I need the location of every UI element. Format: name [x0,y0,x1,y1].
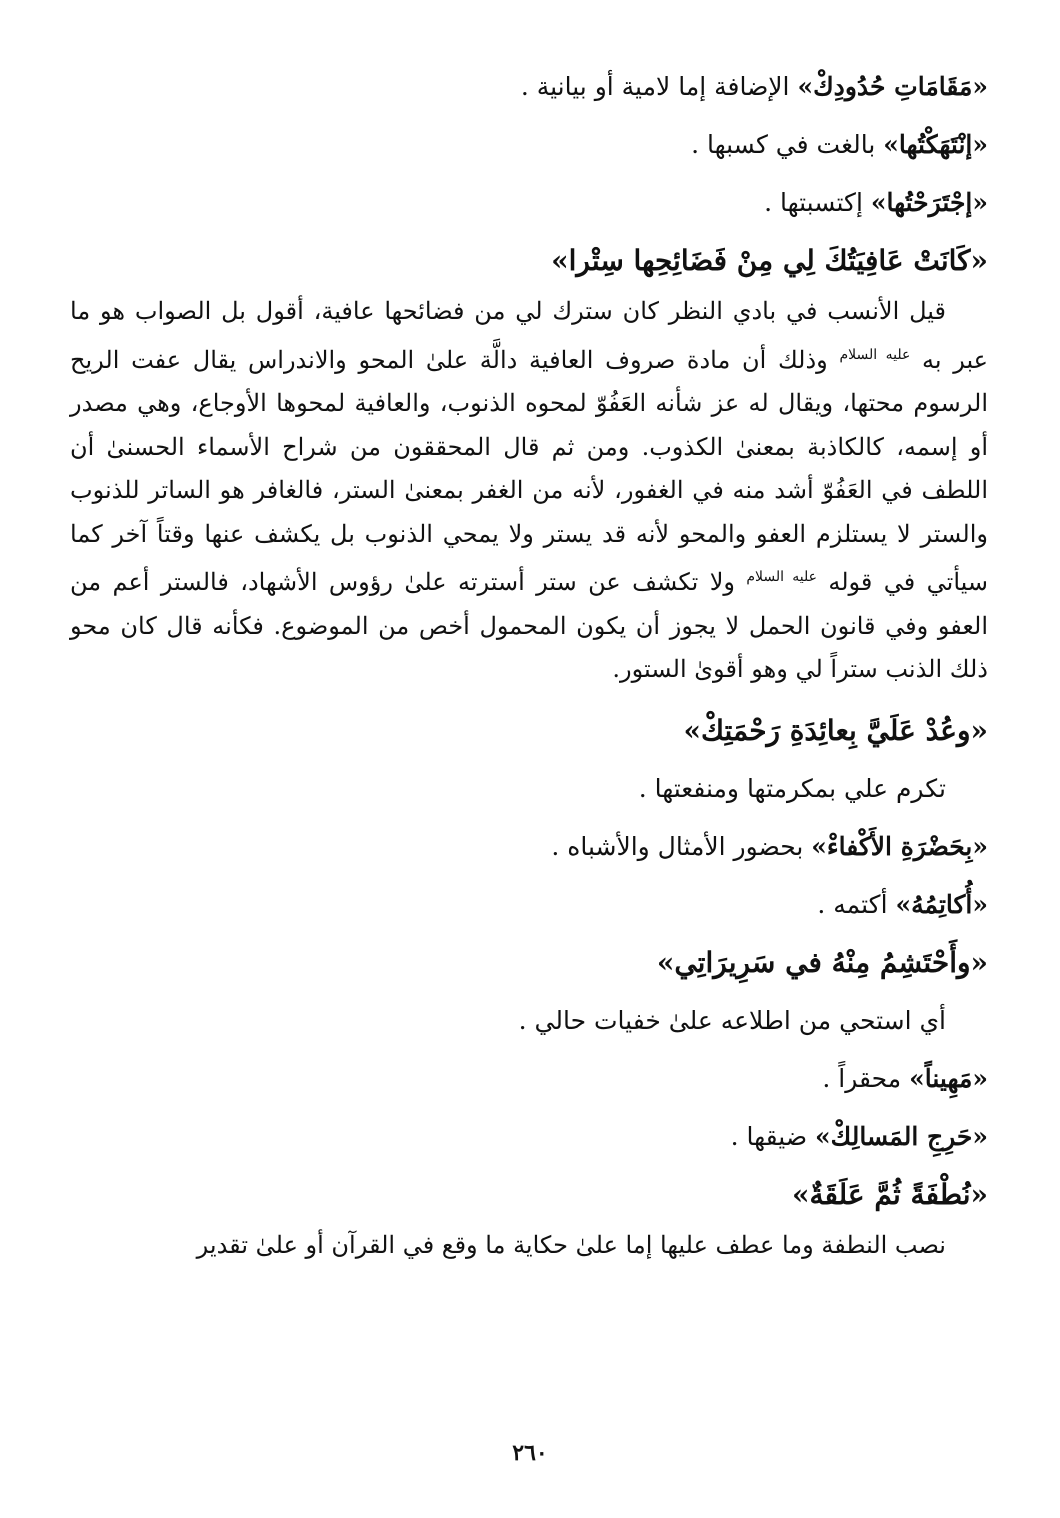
entry-line [70,818,988,876]
entry-heading [70,1166,988,1224]
entry-heading [70,232,988,290]
entry-term: «وأَحْتَشِمُ مِنْهُ في سَرِيرَاتِي» [656,945,988,979]
entry-term: «نُطْفَةً ثُمَّ عَلَقَةٌ» [791,1177,988,1211]
honorific-glyph: عليه السلام [746,569,817,585]
entry-line [70,992,988,1050]
entry-gloss: ضيقها . [730,1121,816,1151]
entry-term: «بِحَضْرَةِ الأَكْفاءْ» [811,831,988,861]
entry-line [70,760,988,818]
entry-gloss: بالغت في كسبها . [691,130,884,159]
entry-heading [70,702,988,760]
entry-gloss: أي استحي من اطلاعه علىٰ خفيات حالي . [518,1005,946,1035]
entry-term: «حَرِجِ المَسالِكْ» [815,1121,988,1151]
commentary-text: قيل الأنسب في بادي النظر كان سترك لي من فضائحها عافية، أقول بل الصواب هو ما عبر به [70,297,989,374]
entry-term: «أُكاتِمُهُ» [895,889,988,919]
entry-line [70,174,988,232]
entry-line [70,116,988,174]
honorific-glyph: عليه السلام [839,346,911,363]
entry-term: «إنْتَهَكْتُها» [883,130,988,159]
entry-line [70,58,988,116]
entry-term: «مَهِيناً» [909,1063,988,1093]
entry-gloss: الإضافة إما لامية أو بيانية . [520,72,798,101]
entry-term: «وعُدْ عَلَيَّ بِعائِدَةِ رَحْمَتِكْ» [683,713,988,747]
entry-gloss: بحضور الأمثال والأشباه . [551,831,812,861]
entry-line [70,1108,988,1166]
entry-line [70,1050,988,1108]
entry-line [70,876,988,934]
page-number: ٢٦٠ [512,1440,548,1466]
entry-gloss: تكرم علي بمكرمتها ومنفعتها . [638,773,946,803]
commentary-text: ولا تكشف عن ستر أسترته علىٰ رؤوس الأشهاد، فالستر أعم من العفو وفي قانون الحمل لا يجوز أن يكون المحمول أخص من الموضوع. فكأنه قال كان محو ذلك الذنب ستراً لي وهو أقوىٰ الستور. [70,568,988,683]
commentary-paragraph [70,290,988,692]
entry-term: «إجْتَرَحْتُها» [870,188,988,217]
entry-term: «كَانَتْ عَافِيَتُكَ لِي مِنْ فَضَائِحِها سِتْرا» [551,244,988,277]
entry-heading [70,934,988,992]
entry-term: «مَقَامَاتِ حُدُودِكْ» [797,72,988,101]
entry-gloss: إكتسبتها . [764,188,871,217]
entry-gloss: محقراً . [822,1063,910,1093]
commentary-text: وذلك أن مادة صروف العافية دالَّة علىٰ المحو والاندراس يقال عفت الريح الرسوم محتها، ويقال له عز شأنه العَفُوّ لمحوه الذنوب، والعافية لمحوها الأوجاع، وهي مصدر أو إسمه، كالكاذبة بمعنىٰ الكذوب. ومن ثم قال المحققون من شراح الأسماء الحسنىٰ أن اللطف في العَفُوّ أشد منه في الغفور، لأنه من الغفر بمعنىٰ الستر، فالغافر هو الساتر للذنوب والستر لا يستلزم العفو والمحو لأنه قد يستر ولا يمحي الذنوب بل يكشف عنها وقتاً آخر كما سيأتي في قوله [70,345,989,596]
entry-gloss: أكتمه . [817,889,896,919]
final-paragraph: نصب النطفة وما عطف عليها إما علىٰ حكاية ما وقع في القرآن أو علىٰ تقدير [196,1230,946,1259]
page-body [70,58,988,1267]
